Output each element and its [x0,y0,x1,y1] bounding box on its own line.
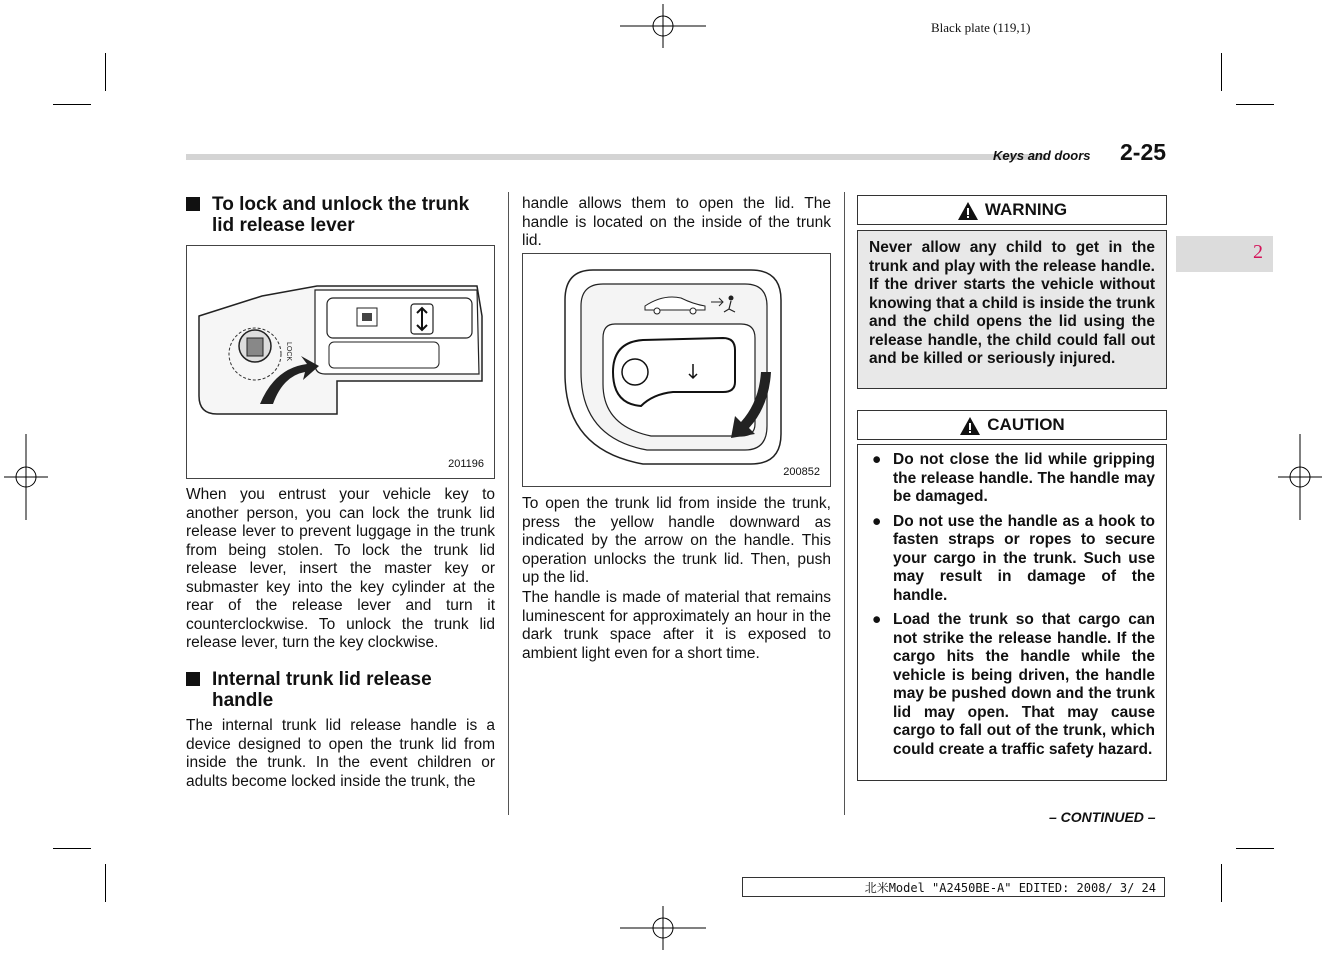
paragraph-internal-handle: The internal trunk lid release handle is a device designed to open the trunk lid from inside the trunk. In the event children or adults become locked inside the trunk, the [186,717,495,790]
caution-item: ● Do not use the handle as a hook to fasten straps or ropes to secure your cargo in the trunk. Such use may result in damage of the handle. [872,512,1155,604]
paragraph-luminescent: The handle is made of material that remains luminescent for approximately an hour in the dark trunk space after it is exposed to ambient light even for a short time. [522,589,831,662]
figure-release-handle [522,253,831,487]
caution-header [857,410,1167,440]
figure-release-lever [186,245,495,479]
bullet: ● [872,512,882,530]
chapter-tab[interactable] [1176,236,1273,272]
warning-body: Never allow any child to get in the trunk and play with the release handle. If the driver starts the vehicle without knowing that a child is inside the trunk and the child opens the lid using the release handle, the child could fall out and be killed or seriously injured. [857,230,1167,389]
heading-square-icon [186,197,200,211]
registration-mark-left [4,434,48,520]
continued-label: – CONTINUED – [1049,809,1156,825]
figure-code-201196: 201196 [448,458,484,470]
svg-text:LOCK: LOCK [285,342,292,362]
section-name: Keys and doors [993,148,1091,163]
paragraph-open-trunk: To open the trunk lid from inside the trunk, press the yellow handle downward as indicated by the arrow on the handle. This operation unlocks the trunk lid. Then, push up the lid. [522,495,831,586]
footer-edition-info: 北米Model "A2450BE-A" EDITED: 2008/ 3/ 24 [742,877,1165,897]
warning-header [857,195,1167,225]
release-lever-illustration [187,246,494,478]
caution-item: ● Do not close the lid while gripping the release handle. The handle may be damaged. [872,451,1155,505]
plate-info: Black plate (119,1) [931,20,1031,35]
column-divider-1 [508,192,509,815]
paragraph-handle-continued: handle allows them to open the lid. The handle is located on the inside of the trunk lid. [522,195,831,249]
registration-mark-top [620,4,706,48]
bullet: ● [872,451,882,468]
section-heading-internal-handle: Internal trunk lid release handle [186,669,496,711]
bullet: ● [872,611,882,628]
registration-mark-right [1278,434,1322,520]
registration-mark-bottom [620,906,706,950]
figure-code-200852: 200852 [783,466,820,478]
caution-body [857,444,1167,781]
heading-square-icon [186,672,200,686]
warning-triangle-icon [957,201,979,221]
paragraph-lock-lever: When you entrust your vehicle key to another person, you can lock the trunk lid release lever to prevent luggage in the trunk from being stolen. To lock the trunk lid release lever, insert the master key or submaster key into the key cylinder at the rear of the release lever and turn it counterclockwise. To unlock the trunk lid release lever, turn the key clockwise. [186,486,495,651]
release-handle-illustration [523,254,830,486]
caution-triangle-icon [959,416,981,436]
section-heading-lock-lever: To lock and unlock the trunk lid release lever [186,194,496,236]
page-number: 2-25 [1120,139,1167,165]
header-bar [186,154,1046,160]
column-divider-2 [844,192,845,815]
warning-label: WARNING [984,200,1068,219]
caution-item: ● Load the trunk so that cargo can not strike the release handle. If the cargo hits the handle while the vehicle is being driven, the handle may be pushed down and the trunk lid may open. That may cause cargo to fall out of the trunk, which could create a traffic safety hazard. [872,611,1155,758]
chapter-number: 2 [1253,241,1263,263]
caution-label: CAUTION [987,415,1065,434]
